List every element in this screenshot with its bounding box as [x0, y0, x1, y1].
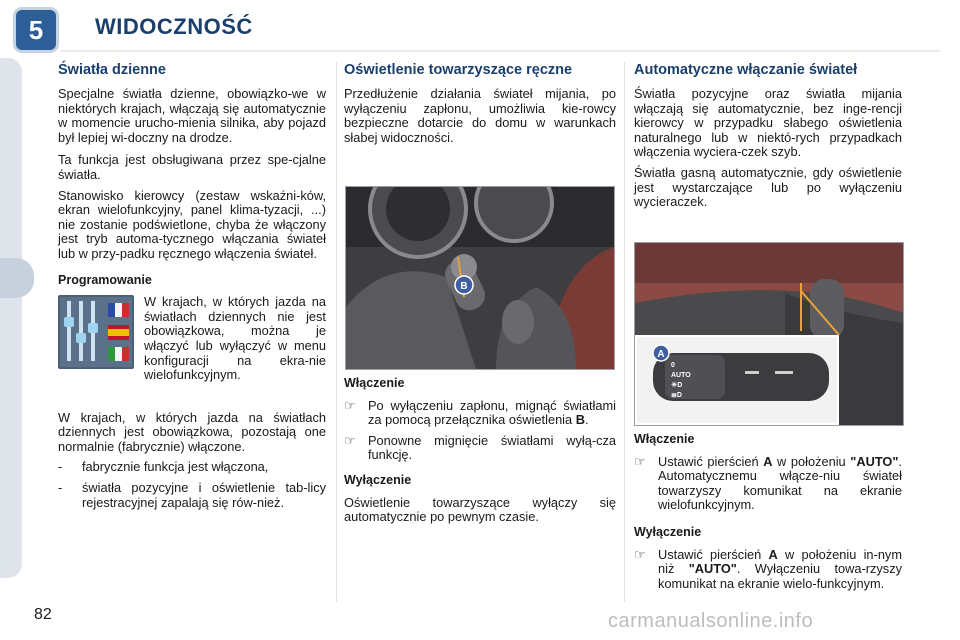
paragraph: Światła pozycyjne oraz światła mijania włączają się automatycznie, bez inge-rencji kierowcy w przypadku słabego oświetlenia naturalnego lub w niektó-rych przypadkach włączenia wyciera-czek szyb.	[634, 86, 902, 160]
column-follow-me-home	[344, 62, 616, 151]
list-text-part: w położeniu	[772, 453, 851, 469]
list-text	[658, 455, 902, 513]
paragraph: Ta funkcja jest obsługiwana przez spe-cjalne światła.	[58, 152, 326, 182]
list-item	[344, 434, 616, 463]
list-text-bold: B	[575, 412, 585, 428]
stalk-detail-illustration	[635, 243, 903, 425]
hand-pointer-icon: ☞	[634, 546, 646, 562]
list-text-bold: A	[768, 546, 778, 562]
section-heading: Automatyczne włączanie świateł	[634, 62, 858, 78]
list-item	[634, 455, 902, 513]
section-heading: Światła dzienne	[58, 62, 166, 78]
list-text-part: Ustawić pierścień	[658, 453, 764, 469]
hand-pointer-icon: ☞	[634, 453, 646, 469]
list-item	[634, 548, 902, 592]
list-text-part: Po wyłączeniu zapłonu, mignąć światłami za pomocą przełącznika oświetlenia	[368, 397, 616, 428]
list-marker: -	[58, 459, 63, 475]
paragraph: Specjalne światła dzienne, obowiązko-we w niektórych krajach, włączają się automatycznie w momencie urucho-mienia silnika, aby pojazd był lepiej wi-doczny na drodze.	[58, 86, 326, 145]
subheading-programming: Programowanie	[58, 272, 152, 287]
subheading-on: Włączenie	[634, 432, 695, 446]
sidebar-strip	[0, 58, 22, 578]
settings-icon-image	[58, 295, 134, 369]
column-auto-lights-instructions	[634, 432, 902, 597]
subheading-on: Włączenie	[344, 376, 405, 390]
subheading-off: Wyłączenie	[634, 524, 702, 539]
page-number: 82	[34, 606, 52, 623]
chapter-title: WIDOCZNOŚĆ	[95, 14, 253, 39]
column-daytime-lights	[58, 62, 326, 516]
paragraph: W krajach, w których jazda na światłach dziennych jest obowiązkowa, pozostają one normalnie (fabrycznie) włączone.	[58, 409, 326, 454]
list-text	[368, 399, 616, 428]
list-text-tail: .	[584, 412, 589, 428]
paragraph: Przedłużenie działania świateł mijania, po wyłączeniu zapłonu, umożliwia kie-rowcy bezpieczne dotarcie do domu w warunkach słabej widoczności.	[344, 86, 616, 145]
stalk-label-auto: AUTO	[671, 372, 691, 379]
list-text: fabrycznie funkcja jest włączona,	[82, 459, 269, 475]
column-divider	[336, 62, 337, 602]
column-follow-me-home-instructions	[344, 376, 616, 531]
paragraph: Światła gasną automatycznie, gdy oświetlenie jest wystarczające lub po wyłączeniu wycieraczek.	[634, 164, 902, 210]
paragraph: Oświetlenie towarzyszące wyłączy się automatycznie po pewnym czasie.	[344, 494, 616, 525]
stalk-label-off: 0	[671, 362, 675, 369]
stalk-label-dipped: ≣D	[671, 392, 682, 399]
chapter-sidebar	[0, 0, 46, 640]
column-auto-lights	[634, 62, 902, 216]
list-text-part: Ustawić pierścień	[658, 546, 769, 562]
callout-label-b: B	[460, 281, 468, 292]
paragraph: Stanowisko kierowcy (zestaw wskaźni-ków, ekran wielofunkcyjny, panel klima-tyzacji, ...) nie zostanie podświetlone, chyba że włączony jest tryb automa-tycznego włączania świateł lub w przy-padku ręcznego włączenia świateł.	[58, 187, 326, 261]
list-text-bold: "AUTO"	[850, 453, 899, 469]
hand-pointer-icon: ☞	[344, 397, 356, 413]
watermark-text: carmanualsonline.info	[608, 610, 814, 632]
list-text-part: . Wyłączeniu towa-rzyszy komunikat na ekranie wielo-funkcyjnym.	[658, 561, 903, 591]
photo-lighting-stalk-a	[634, 242, 904, 426]
list-text: światła pozycyjne i oświetlenie tab-licy rejestracyjnej zapalają się rów-nież.	[82, 480, 326, 510]
list-text-bold: A	[763, 453, 773, 469]
hand-pointer-icon: ☞	[344, 432, 356, 448]
display-config-icon	[58, 295, 134, 369]
stalk-label-sidelights: ☀D	[671, 382, 683, 389]
callout-label-a: A	[657, 349, 665, 360]
list-item	[344, 399, 616, 428]
programming-text: W krajach, w których jazda na światłach dziennych nie jest obowiązkowa, można je włączyć lub wyłączyć w menu konfiguracji na ekra-nie wielofunkcyjnym.	[144, 294, 326, 383]
list-marker: -	[58, 480, 63, 496]
list-item	[58, 460, 326, 475]
programming-block	[58, 295, 326, 383]
list-text-bold: "AUTO"	[688, 561, 737, 577]
sidebar-tab[interactable]	[0, 258, 34, 298]
header-divider	[60, 50, 940, 52]
list-text: Ponowne mignięcie światłami wyłą-cza funkcję.	[368, 432, 616, 463]
list-text-part: . Automatycznemu włącze-niu świateł towarzyszy komunikat na ekranie wielofunkcyjnym.	[658, 453, 902, 513]
chapter-number: 5	[16, 10, 56, 50]
list-text-part: w położeniu in-nym niż	[658, 546, 902, 577]
list-text	[658, 548, 902, 592]
column-divider	[624, 62, 625, 602]
section-heading: Oświetlenie towarzyszące ręczne	[344, 62, 573, 78]
list-item	[58, 481, 326, 510]
photo-lighting-stalk-b	[345, 186, 615, 370]
subheading-off: Wyłączenie	[344, 472, 412, 487]
steering-column-illustration	[346, 187, 614, 369]
